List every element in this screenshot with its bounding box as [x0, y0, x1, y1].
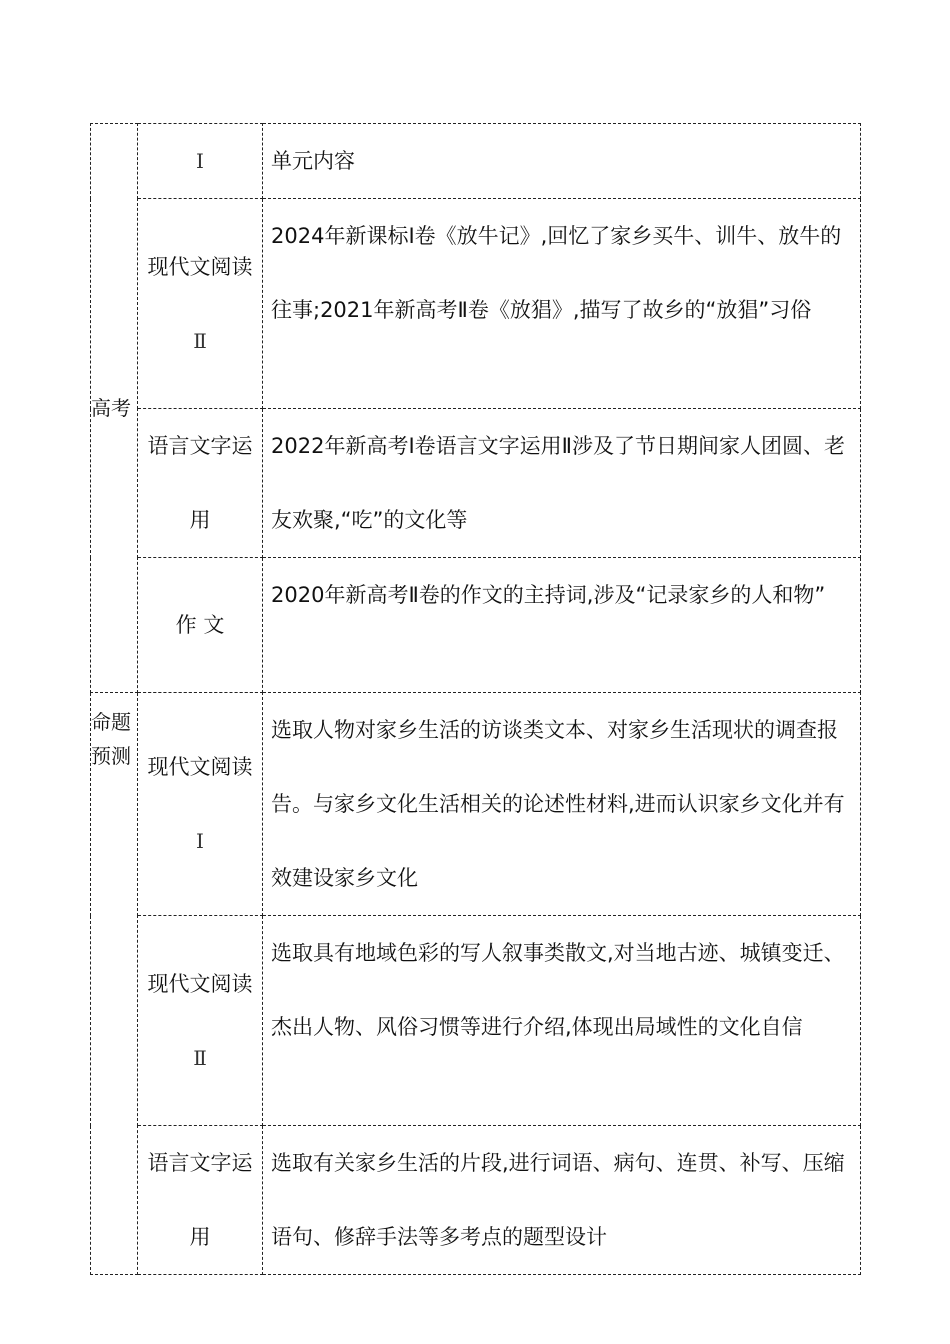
sub-cell — [138, 409, 263, 558]
table-row — [91, 693, 861, 916]
sub-label-line2: Ⅱ — [193, 1045, 207, 1070]
header-sub-cell — [138, 124, 263, 199]
table-row — [91, 1126, 861, 1275]
body-cell — [263, 558, 861, 693]
sub-label-line1: 语言文字运 — [147, 1151, 253, 1175]
group-label-text: 高考 — [91, 396, 131, 420]
sub-cell — [138, 916, 263, 1126]
group-label-line2: 预测 — [91, 744, 131, 768]
sub-label-line2: Ⅱ — [193, 328, 207, 353]
body-text: 2022年新高考Ⅰ卷语言文字运用Ⅱ涉及了节日期间家人团圆、老友欢聚,“吃”的文化等 — [271, 434, 845, 532]
group-label-line1: 命题 — [91, 710, 131, 734]
group-label-gaokao — [91, 124, 138, 693]
sub-cell — [138, 558, 263, 693]
body-cell — [263, 409, 861, 558]
content-table — [90, 123, 861, 1275]
header-body-cell — [263, 124, 861, 199]
body-cell — [263, 693, 861, 916]
body-text: 2024年新课标Ⅰ卷《放牛记》,回忆了家乡买牛、训牛、放牛的往事;2021年新高考Ⅱ卷《放猖》,描写了故乡的“放猖”习俗 — [271, 224, 842, 322]
body-cell — [263, 199, 861, 409]
sub-label-line1: 现代文阅读 — [147, 254, 253, 279]
table-row — [91, 124, 861, 199]
body-text: 选取具有地域色彩的写人叙事类散文,对当地古迹、城镇变迁、杰出人物、风俗习惯等进行介绍,体现出局域性的文化自信 — [271, 941, 845, 1039]
sub-cell — [138, 199, 263, 409]
table-row — [91, 558, 861, 693]
table-row — [91, 199, 861, 409]
body-text: 选取人物对家乡生活的访谈类文本、对家乡生活现状的调查报告。与家乡文化生活相关的论述性材料,进而认识家乡文化并有效建设家乡文化 — [271, 718, 845, 890]
group-label-prediction — [91, 693, 138, 1275]
sub-cell — [138, 1126, 263, 1275]
header-sub-text: Ⅰ — [196, 149, 204, 173]
sub-label-line1: 现代文阅读 — [147, 755, 253, 779]
sub-label-line2: 用 — [189, 508, 211, 532]
header-body-text: 单元内容 — [271, 149, 355, 173]
sub-label-line1: 语言文字运 — [147, 434, 253, 458]
sub-label-line2: Ⅰ — [196, 829, 204, 853]
sub-label-line2: 用 — [189, 1225, 211, 1249]
body-text: 2020年新高考Ⅱ卷的作文的主持词,涉及“记录家乡的人和物” — [271, 583, 826, 607]
body-cell — [263, 1126, 861, 1275]
table-row — [91, 916, 861, 1126]
body-text: 选取有关家乡生活的片段,进行词语、病句、连贯、补写、压缩语句、修辞手法等多考点的题型设计 — [271, 1151, 845, 1249]
sub-cell — [138, 693, 263, 916]
sub-label-line1: 现代文阅读 — [147, 971, 253, 996]
body-cell — [263, 916, 861, 1126]
table-row — [91, 409, 861, 558]
sub-label-line1: 作 文 — [175, 613, 225, 637]
